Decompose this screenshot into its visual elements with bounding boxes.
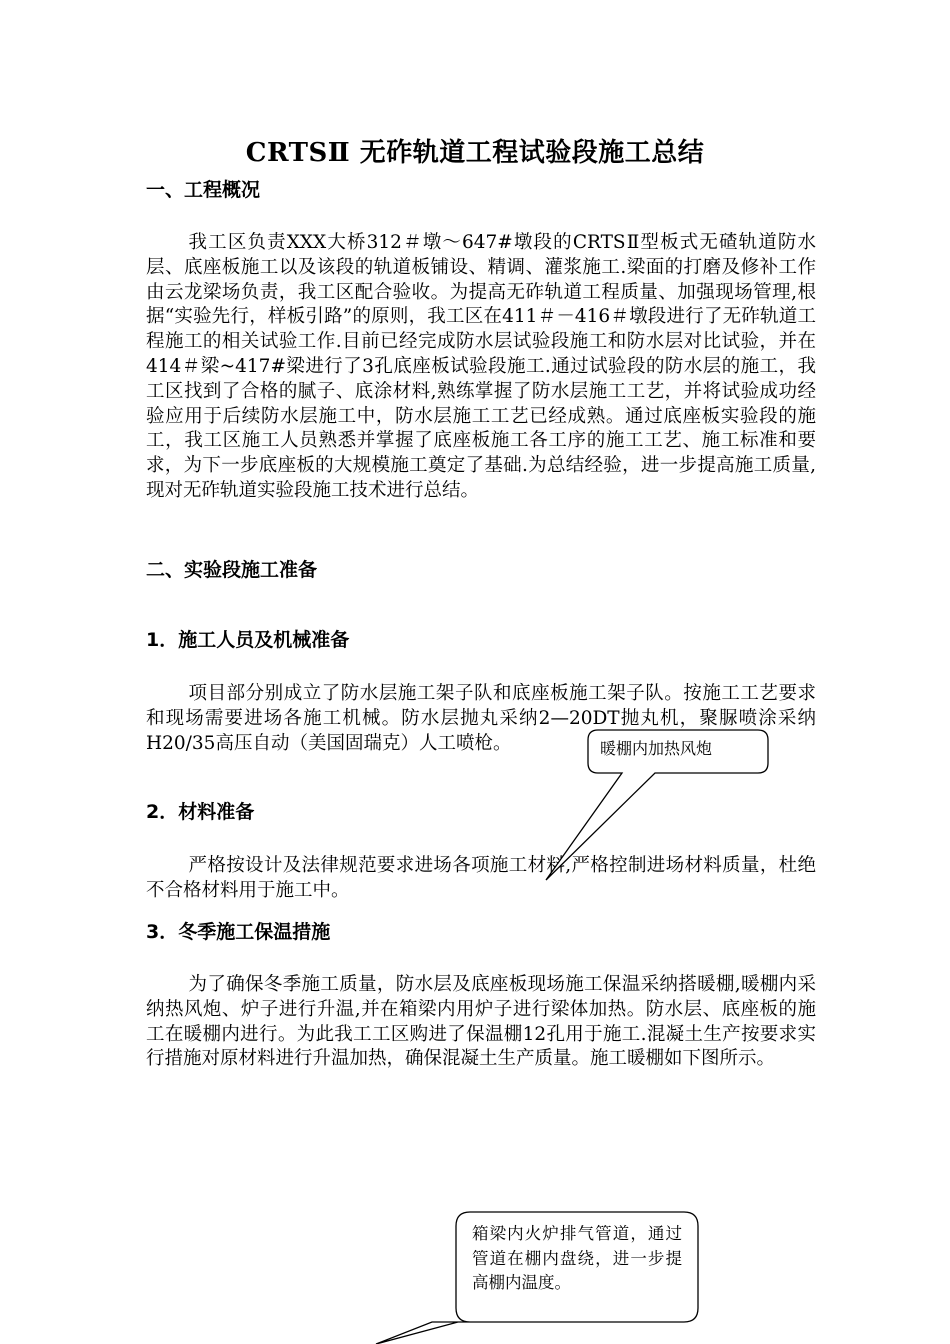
subsection-heading-personnel: 1．施工人员及机械准备 xyxy=(146,629,350,651)
materials-paragraph: 严格按设计及法律规范要求进场各项施工材料,严格控制进场材料质量，杜绝不合格材料用于施工中。 xyxy=(146,855,816,901)
subsection-heading-winter: 3．冬季施工保温措施 xyxy=(146,921,331,943)
winter-paragraph: 为了确保冬季施工质量，防水层及底座板现场施工保温采纳搭暖棚,暖棚内采纳热风炮、炉子进行升温,并在箱梁内用炉子进行梁体加热。防水层、底座板的施工在暖棚内进行。为此我工工区购进了保温棚12孔用于施工.混凝土生产按要求实行措施对原材料进行升温加热，确保混凝土生产质量。施工暖棚如下图所示。 xyxy=(146,974,816,1070)
section-heading-preparation: 二、实验段施工准备 xyxy=(146,559,318,581)
callout-text-heater: 暖棚内加热风炮 xyxy=(600,739,713,758)
subsection-heading-materials: 2．材料准备 xyxy=(146,801,255,823)
overview-paragraph: 我工区负责XXX大桥312＃墩～647#墩段的CRTSⅡ型板式无碴轨道防水层、底座板施工以及该段的轨道板铺设、精调、灌浆施工.梁面的打磨及修补工作由云龙梁场负责，我工区配合验收。为提高无砟轨道工程质量、加强现场管理,根据“实验先行，样板引路”的原则，我工区在411＃－416＃墩段进行了无砟轨道工程施工的相关试验工作.目前已经完成防水层试验段施工和防水层对比试验，并在414＃梁~417#梁进行了3孔底座板试验段施工.通过试验段的防水层的施工，我工区找到了合格的腻子、底涂材料,熟练掌握了防水层施工工艺，并将试验成功经验应用于后续防水层施工中，防水层施工工艺已经成熟。通过底座板实验段的施工，我工区施工人员熟悉并掌握了底座板施工各工序的施工工艺、施工标准和要求，为下一步底座板的大规模施工奠定了基础.为总结经验，进一步提高施工质量,现对无砟轨道实验段施工技术进行总结。 xyxy=(146,232,816,501)
personnel-paragraph: 项目部分别成立了防水层施工架子队和底座板施工架子队。按施工工艺要求和现场需要进场各施工机械。防水层抛丸采纳2—20DT抛丸机，聚脲喷涂采纳H20/35高压自动（美国固瑞克）人工喷枪。 xyxy=(146,683,816,754)
callout-text-exhaust: 箱梁内火炉排气管道，通过管道在棚内盘绕，进一步提高棚内温度。 xyxy=(472,1224,682,1292)
document-title: CRTSⅡ 无砟轨道工程试验段施工总结 xyxy=(245,138,705,168)
section-heading-overview: 一、工程概况 xyxy=(146,179,261,201)
